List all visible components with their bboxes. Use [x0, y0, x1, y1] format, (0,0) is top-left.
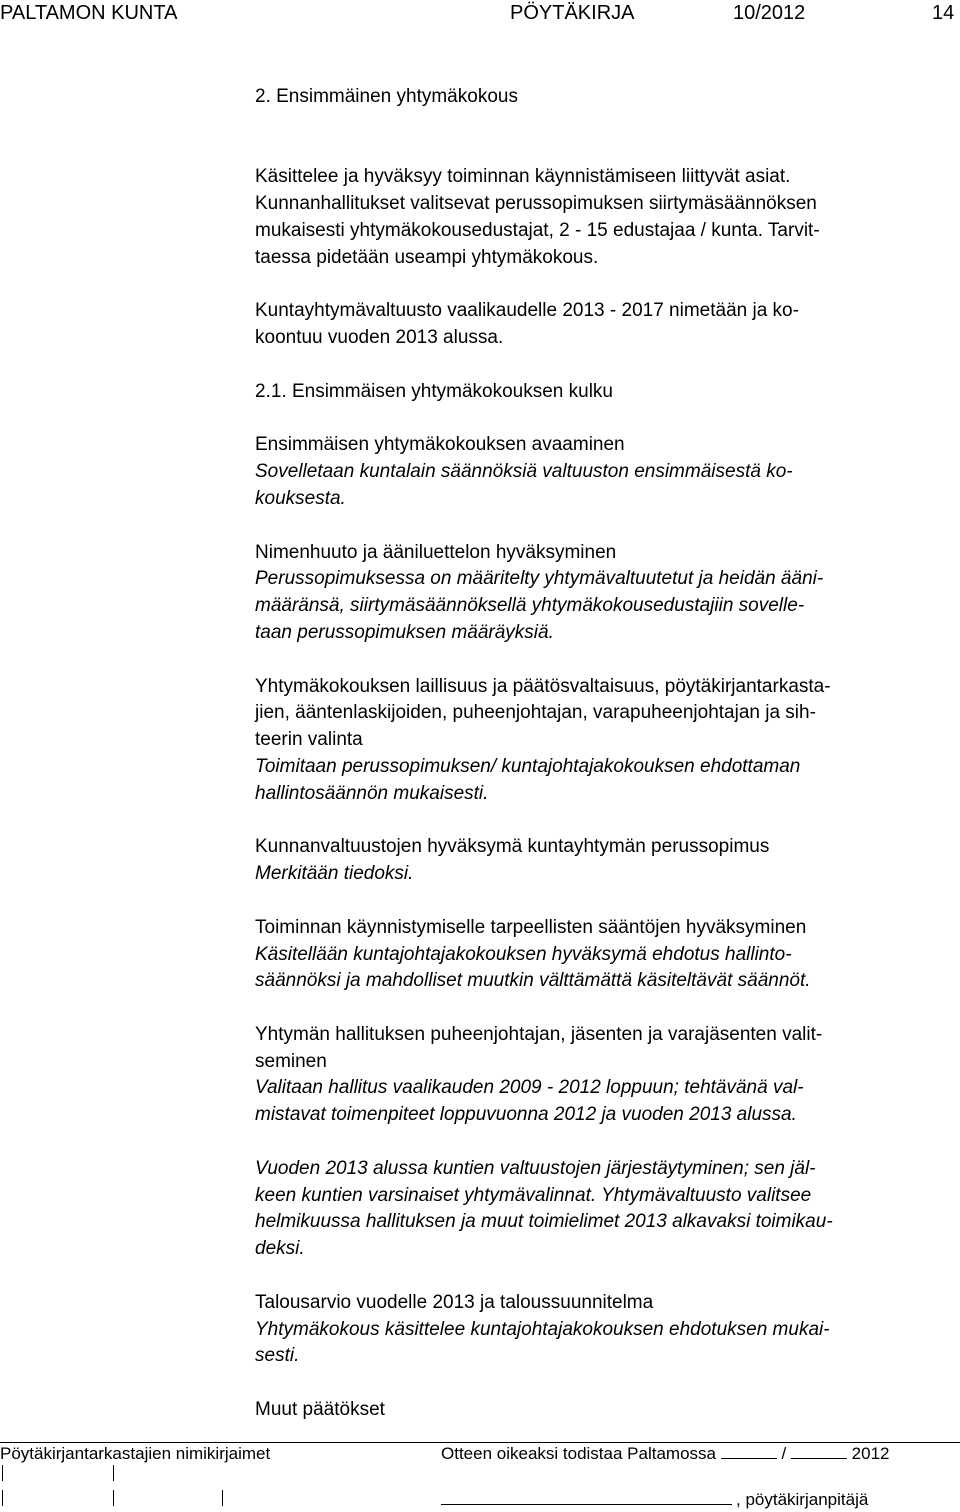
section-title: 2. Ensimmäinen yhtymäkokous: [255, 86, 518, 107]
budget-text: Yhtymäkokous käsittelee kuntajohtajakokouksen ehdotuksen mukai-: [255, 1318, 830, 1340]
footer-slash: /: [781, 1444, 787, 1463]
footer-month-blank: [791, 1444, 847, 1459]
footer-divider: [0, 1442, 960, 1443]
budget-heading: Talousarvio vuodelle 2013 ja taloussuunnitelma: [255, 1291, 654, 1313]
signature-label: , pöytäkirjanpitäjä: [736, 1490, 869, 1509]
organize-text: Vuoden 2013 alussa kuntien valtuustojen järjestäytyminen; sen jäl-: [255, 1157, 816, 1179]
agreement-heading: Kunnanvaltuustojen hyväksymä kuntayhtymän perussopimus: [255, 836, 770, 858]
intro-line: mukaisesti yhtymäkokousedustajat, 2 - 15 edustajaa / kunta. Tarvit-: [255, 219, 820, 241]
rollcall-text: määränsä, siirtymäsäännöksellä yhtymäkokousedustajiin sovelle-: [255, 595, 805, 617]
legality-heading: jien, ääntenlaskijoiden, puheenjohtajan, varapuheenjohtajan ja sih-: [255, 702, 816, 724]
opening-text: Sovelletaan kuntalain säännöksiä valtuuston ensimmäisestä ko-: [255, 461, 793, 483]
rollcall-text: Perussopimuksessa on määritelty yhtymävaltuutetut ja heidän ääni-: [255, 568, 824, 590]
budget-text: sesti.: [255, 1345, 300, 1367]
rules-heading: Toiminnan käynnistymiselle tarpeellisten sääntöjen hyväksyminen: [255, 916, 807, 938]
initials-box-divider: [113, 1465, 114, 1481]
intro-line: Kunnanhallitukset valitsevat perussopimuksen siirtymäsäännöksen: [255, 193, 817, 215]
initials-box-divider: [2, 1465, 3, 1481]
organize-text: helmikuussa hallituksen ja muut toimielimet 2013 alkavaksi toimikau-: [255, 1211, 833, 1233]
rollcall-heading: Nimenhuuto ja ääniluettelon hyväksyminen: [255, 541, 617, 563]
organize-text: keen kuntien varsinaiset yhtymävalinnat. Yhtymävaltuusto valitsee: [255, 1184, 812, 1206]
signature-line: [441, 1504, 732, 1505]
organize-text: deksi.: [255, 1238, 305, 1260]
opening-text: kouksesta.: [255, 487, 346, 509]
footer-certification: [441, 1444, 889, 1464]
document-body: [255, 84, 955, 1424]
legality-heading: teerin valinta: [255, 729, 363, 751]
initials-box-divider: [222, 1490, 223, 1506]
footer-certification-label: Otteen oikeaksi todistaa Paltamossa: [441, 1444, 716, 1463]
initials-box-divider: [113, 1490, 114, 1506]
header-document-number: 10/2012: [733, 2, 806, 24]
agreement-text: Merkitään tiedoksi.: [255, 863, 414, 885]
subsection-title: 2.1. Ensimmäisen yhtymäkokouksen kulku: [255, 380, 613, 402]
initials-box-divider: [2, 1490, 3, 1506]
rollcall-text: taan perussopimuksen määräyksiä.: [255, 621, 554, 643]
header-document-type: PÖYTÄKIRJA: [510, 2, 635, 24]
board-heading: Yhtymän hallituksen puheenjohtajan, jäsenten ja varajäsenten valit-: [255, 1023, 823, 1045]
header-page-number: 14: [932, 2, 955, 24]
footer-year: 2012: [851, 1444, 890, 1463]
header-organization: PALTAMON KUNTA: [0, 2, 178, 24]
other-decisions-heading: Muut päätökset: [255, 1399, 385, 1421]
footer-inspectors-label: Pöytäkirjantarkastajien nimikirjaimet: [0, 1444, 271, 1463]
council-line: Kuntayhtymävaltuusto vaalikaudelle 2013 - 2017 nimetään ja ko-: [255, 300, 799, 322]
rules-text: Käsitellään kuntajohtajakokouksen hyväksymä ehdotus hallinto-: [255, 943, 792, 965]
board-text: Valitaan hallitus vaalikauden 2009 - 2012 loppuun; tehtävänä val-: [255, 1077, 804, 1099]
board-heading: seminen: [255, 1050, 327, 1072]
intro-line: taessa pidetään useampi yhtymäkokous.: [255, 246, 599, 268]
council-line: koontuu vuoden 2013 alussa.: [255, 327, 504, 349]
footer-day-blank: [721, 1444, 777, 1459]
legality-text: Toimitaan perussopimuksen/ kuntajohtajakokouksen ehdottaman: [255, 755, 801, 777]
intro-line: Käsittelee ja hyväksyy toiminnan käynnistämiseen liittyvät asiat.: [255, 166, 791, 188]
page-header: [0, 2, 960, 28]
rules-text: säännöksi ja mahdolliset muutkin välttämättä käsiteltävät säännöt.: [255, 970, 811, 992]
board-text: mistavat toimenpiteet loppuvuonna 2012 ja vuoden 2013 alussa.: [255, 1104, 797, 1126]
legality-text: hallintosäännön mukaisesti.: [255, 782, 489, 804]
opening-heading: Ensimmäisen yhtymäkokouksen avaaminen: [255, 434, 625, 456]
legality-heading: Yhtymäkokouksen laillisuus ja päätösvaltaisuus, pöytäkirjantarkasta-: [255, 675, 831, 697]
